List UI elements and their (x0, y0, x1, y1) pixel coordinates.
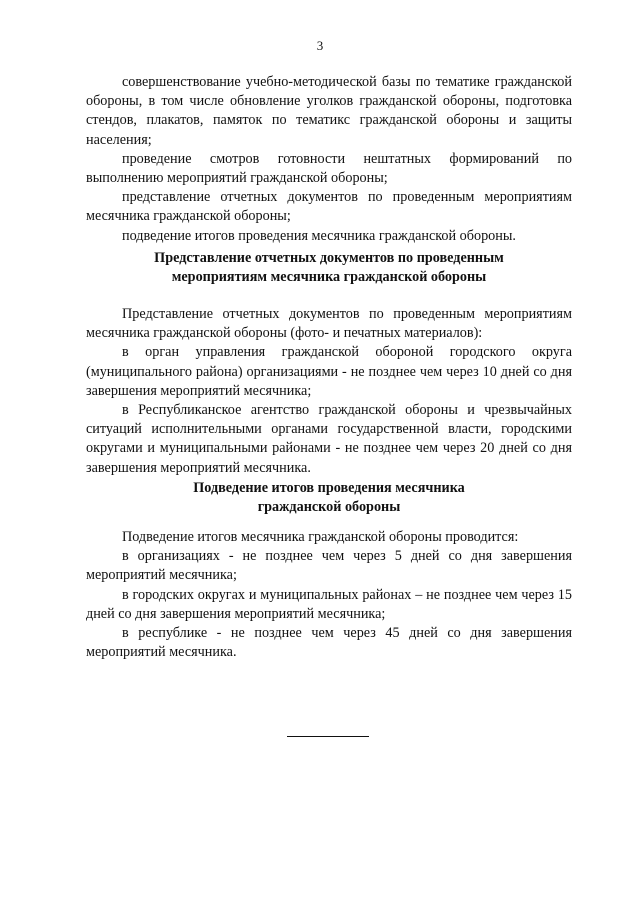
section-summary-heading-block (86, 479, 572, 517)
list-item: проведение смотров готовности нештатных формирований по выполнению мероприятий гражданской обороны; (86, 150, 572, 187)
list-item: в орган управления гражданской обороной городского округа (муниципального района) организациями - не позднее чем через 10 дней со дня завершения мероприятий месячника; (86, 344, 572, 399)
section-reporting-body (86, 305, 572, 478)
section-activities-list (86, 73, 572, 246)
closing-rule (287, 736, 369, 737)
list-item: в республике - не позднее чем через 45 дней со дня завершения мероприятий месячника. (86, 625, 572, 661)
section-heading-summary (86, 479, 572, 517)
list-item: подведение итогов проведения месячника гражданской обороны. (122, 227, 516, 244)
section-heading-reporting (86, 249, 572, 287)
list-item: в городских округах и муниципальных районах – не позднее чем через 15 дней со дня завершения мероприятий месячника; (86, 586, 572, 622)
list-item: в организациях - не позднее чем через 5 дней со дня завершения мероприятий месячника; (86, 548, 572, 584)
list-item: в Республиканское агентство гражданской обороны и чрезвычайных ситуаций исполнительными органами государственной власти, городскими округами и муниципальными районами - не позднее чем через 20 дней со дня завершения мероприятий месячника. (86, 402, 572, 476)
list-item: представление отчетных документов по проведенным мероприятиям месячника гражданской обороны; (86, 189, 572, 225)
list-item: совершенствование учебно-методической базы по тематике гражданской обороны, в том числе обновление уголков гражданской обороны, подготовка стендов, плакатов, памяток по тематикс гражданской обороны и защиты населения; (86, 74, 572, 148)
paragraph: Представление отчетных документов по проведенным мероприятиям месячника гражданской обороны (фото- и печатных материалов): (86, 306, 572, 342)
heading-line: гражданской обороны (257, 499, 401, 516)
page-number: 3 (316, 38, 324, 53)
heading-line: Подведение итогов проведения месячника (193, 480, 465, 496)
paragraph: Подведение итогов месячника гражданской обороны проводится: (122, 529, 519, 545)
section-reporting-heading-block (86, 249, 572, 287)
section-summary-body (86, 528, 572, 662)
heading-line: Представление отчетных документов по проведенным (154, 250, 504, 266)
heading-line: мероприятиям месячника гражданской обороны (171, 269, 487, 286)
